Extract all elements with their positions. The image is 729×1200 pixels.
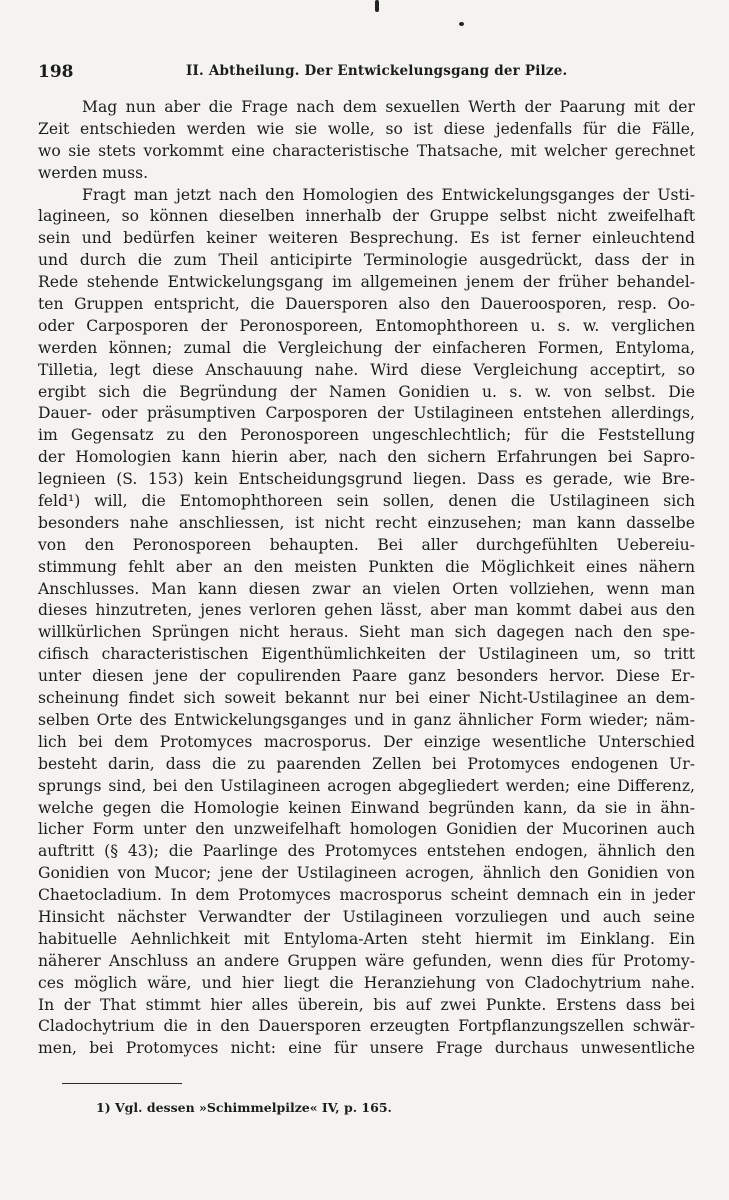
text-line: ten Gruppen entspricht, die Dauersporen also den Daueroosporen, resp. Oo- (38, 295, 695, 314)
text-line: stimmung fehlt aber an den meisten Punkten die Möglichkeit eines nähern (38, 557, 695, 576)
body-text (38, 97, 695, 1060)
text-line: selben Orte des Entwickelungsganges und in ganz ähnlicher Form wieder; näm- (38, 710, 695, 729)
text-line: Gonidien von Mucor; jene der Ustilagineen acrogen, ähnlich den Gonidien von (38, 864, 695, 883)
text-line: ces möglich wäre, und hier liegt die Heranziehung von Cladochytrium nahe. (38, 973, 695, 992)
text-line: habituelle Aehnlichkeit mit Entyloma-Arten steht hiermit im Einklang. Ein (38, 929, 695, 948)
text-line: lich bei dem Protomyces macrosporus. Der einzige wesentliche Unterschied (38, 732, 695, 751)
text-line: werden können; zumal die Vergleichung der einfacheren Formen, Entyloma, (38, 338, 695, 357)
text-line: Dauer- oder präsumptiven Carposporen der Ustilagineen entstehen allerdings, (38, 404, 695, 423)
text-line: Rede stehende Entwickelungsgang im allgemeinen jenem der früher behandel- (38, 273, 695, 292)
text-line: näherer Anschluss an andere Gruppen wäre gefunden, wenn dies für Protomy- (38, 951, 695, 970)
text-line: lagineen, so können dieselben innerhalb der Gruppe selbst nicht zweifelhaft (38, 207, 695, 226)
text-line: welche gegen die Homologie keinen Einwand begründen kann, da sie in ähn- (38, 798, 695, 817)
text-line: Fragt man jetzt nach den Homologien des Entwickelungsganges der Usti- (82, 185, 695, 204)
text-line: werden muss. (38, 163, 149, 182)
page-number: 198 (38, 62, 74, 82)
text-line: besteht darin, dass die zu paarenden Zellen bei Protomyces endogenen Ur- (38, 754, 695, 773)
footnote-divider (62, 1083, 182, 1084)
text-line: scheinung findet sich soweit bekannt nur bei einer Nicht-Ustilaginee an dem- (38, 689, 695, 708)
text-line: ergibt sich die Begründung der Namen Gonidien u. s. w. von selbst. Die (38, 382, 695, 401)
text-line: Cladochytrium die in den Dauersporen erzeugten Fortpflanzungszellen schwär- (38, 1017, 695, 1036)
text-line: sein und bedürfen keiner weiteren Besprechung. Es ist ferner einleuchtend (38, 229, 695, 248)
text-line: und durch die zum Theil anticipirte Terminologie ausgedrückt, dass der in (38, 251, 695, 270)
text-line: von den Peronosporeen behaupten. Bei aller durchgefühlten Uebereiu- (38, 535, 695, 554)
text-line: oder Carposporen der Peronosporeen, Entomophthoreen u. s. w. verglichen (38, 316, 695, 335)
ink-speck (375, 0, 379, 12)
text-line: besonders nahe anschliessen, ist nicht recht einzusehen; man kann dasselbe (38, 513, 695, 532)
text-line: der Homologien kann hierin aber, nach den sichern Erfahrungen bei Sapro- (38, 448, 695, 467)
running-head: II. Abtheilung. Der Entwickelungsgang der Pilze. (186, 63, 568, 79)
text-line: legnieen (S. 153) kein Entscheidungsgrund liegen. Dass es gerade, wie Bre- (38, 470, 695, 489)
text-line: Anschlusses. Man kann diesen zwar an vielen Orten vollziehen, wenn man (38, 579, 695, 598)
ink-speck (459, 22, 464, 26)
text-line: feld¹) will, die Entomophthoreen sein sollen, denen die Ustilagineen sich (38, 492, 695, 511)
text-line: dieses hinzutreten, jenes verloren gehen lässt, aber man kommt dabei aus den (38, 601, 695, 620)
text-line: Mag nun aber die Frage nach dem sexuellen Werth der Paarung mit der (82, 98, 695, 116)
text-line: men, bei Protomyces nicht: eine für unsere Frage durchaus unwesentliche (38, 1039, 695, 1058)
text-line: Chaetocladium. In dem Protomyces macrosporus scheint demnach ein in jeder (38, 886, 695, 905)
text-line: willkürlichen Sprüngen nicht heraus. Sieht man sich dagegen nach den spe- (38, 623, 695, 642)
text-line: unter diesen jene der copulirenden Paare ganz besonders hervor. Diese Er- (38, 667, 695, 686)
text-line: sprungs sind, bei den Ustilagineen acrogen abgegliedert werden; eine Differenz, (38, 776, 695, 795)
text-line: Hinsicht nächster Verwandter der Ustilagineen vorzuliegen und auch seine (38, 907, 695, 926)
text-line: Tilletia, legt diese Anschauung nahe. Wird diese Vergleichung acceptirt, so (38, 360, 695, 379)
text-line: Zeit entschieden werden wie sie wolle, so ist diese jedenfalls für die Fälle, (38, 119, 695, 138)
text-line: wo sie stets vorkommt eine characteristische Thatsache, mit welcher gerechnet (38, 141, 695, 160)
text-line: cifisch characteristischen Eigenthümlichkeiten der Ustilagineen um, so tritt (38, 645, 695, 664)
footnote: 1) Vgl. dessen »Schimmelpilze« IV, p. 165. (96, 1100, 392, 1115)
text-line: licher Form unter den unzweifelhaft homologen Gonidien der Mucorinen auch (38, 820, 695, 839)
page-header (34, 58, 694, 84)
text-line: In der That stimmt hier alles überein, bis auf zwei Punkte. Erstens dass bei (38, 995, 695, 1014)
text-line: im Gegensatz zu den Peronosporeen ungeschlechtlich; für die Feststellung (38, 426, 695, 445)
text-line: auftritt (§ 43); die Paarlinge des Protomyces entstehen endogen, ähnlich den (38, 842, 695, 861)
